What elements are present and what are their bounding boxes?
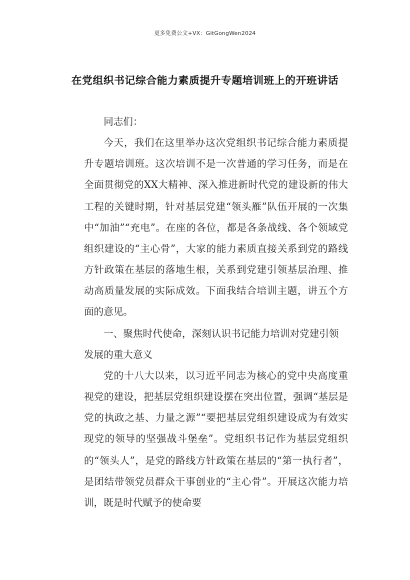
document-title: 在党组织书记综合能力素质提升专题培训班上的开班讲话 xyxy=(71,75,339,87)
section-heading: 一、聚焦时代使命，深刻认识书记能力培训对党建引领发展的重大意义 xyxy=(84,328,339,361)
header-note: 更多免费公文+VX：GitGongWen2024 xyxy=(154,31,256,37)
salutation: 同志们： xyxy=(103,117,143,128)
body-paragraph: 今天，我们在这里举办这次党组织书记综合能力素质提升专题培训班。这次培训不是一次普通的学习任务，而是在全面贯彻党的XX大精神、深入推进新时代党的建设新的伟大工程的关键时期，针对基层党建“领头雁”队伍开展的一次集中“加油”“充电”。在座的各位，都是各条战线、各个领域党组织建设的“主心骨”，大家的能力素质直接关系到党的路线方针政策在基层的落地生根，关系到党建引领基层治理、推动高质量发展的实际成效。下面我结合培训主题，讲五个方面的意见。 xyxy=(84,138,348,319)
document-body xyxy=(84,112,348,514)
body-paragraph: 党的十八大以来，以习近平同志为核心的党中央高度重视党的建设，把基层党组织建设摆在突出位置，强调“基层是党的执政之基、力量之源”“要把基层党组织建设成为有效实现党的领导的坚强战斗堡垒”。党组织书记作为基层党组织的“领头人”，是党的路线方针政策在基层的“第一执行者”，是团结带领党员群众干事创业的“主心骨”。开展这次能力培训，既是时代赋予的使命要 xyxy=(84,370,348,509)
